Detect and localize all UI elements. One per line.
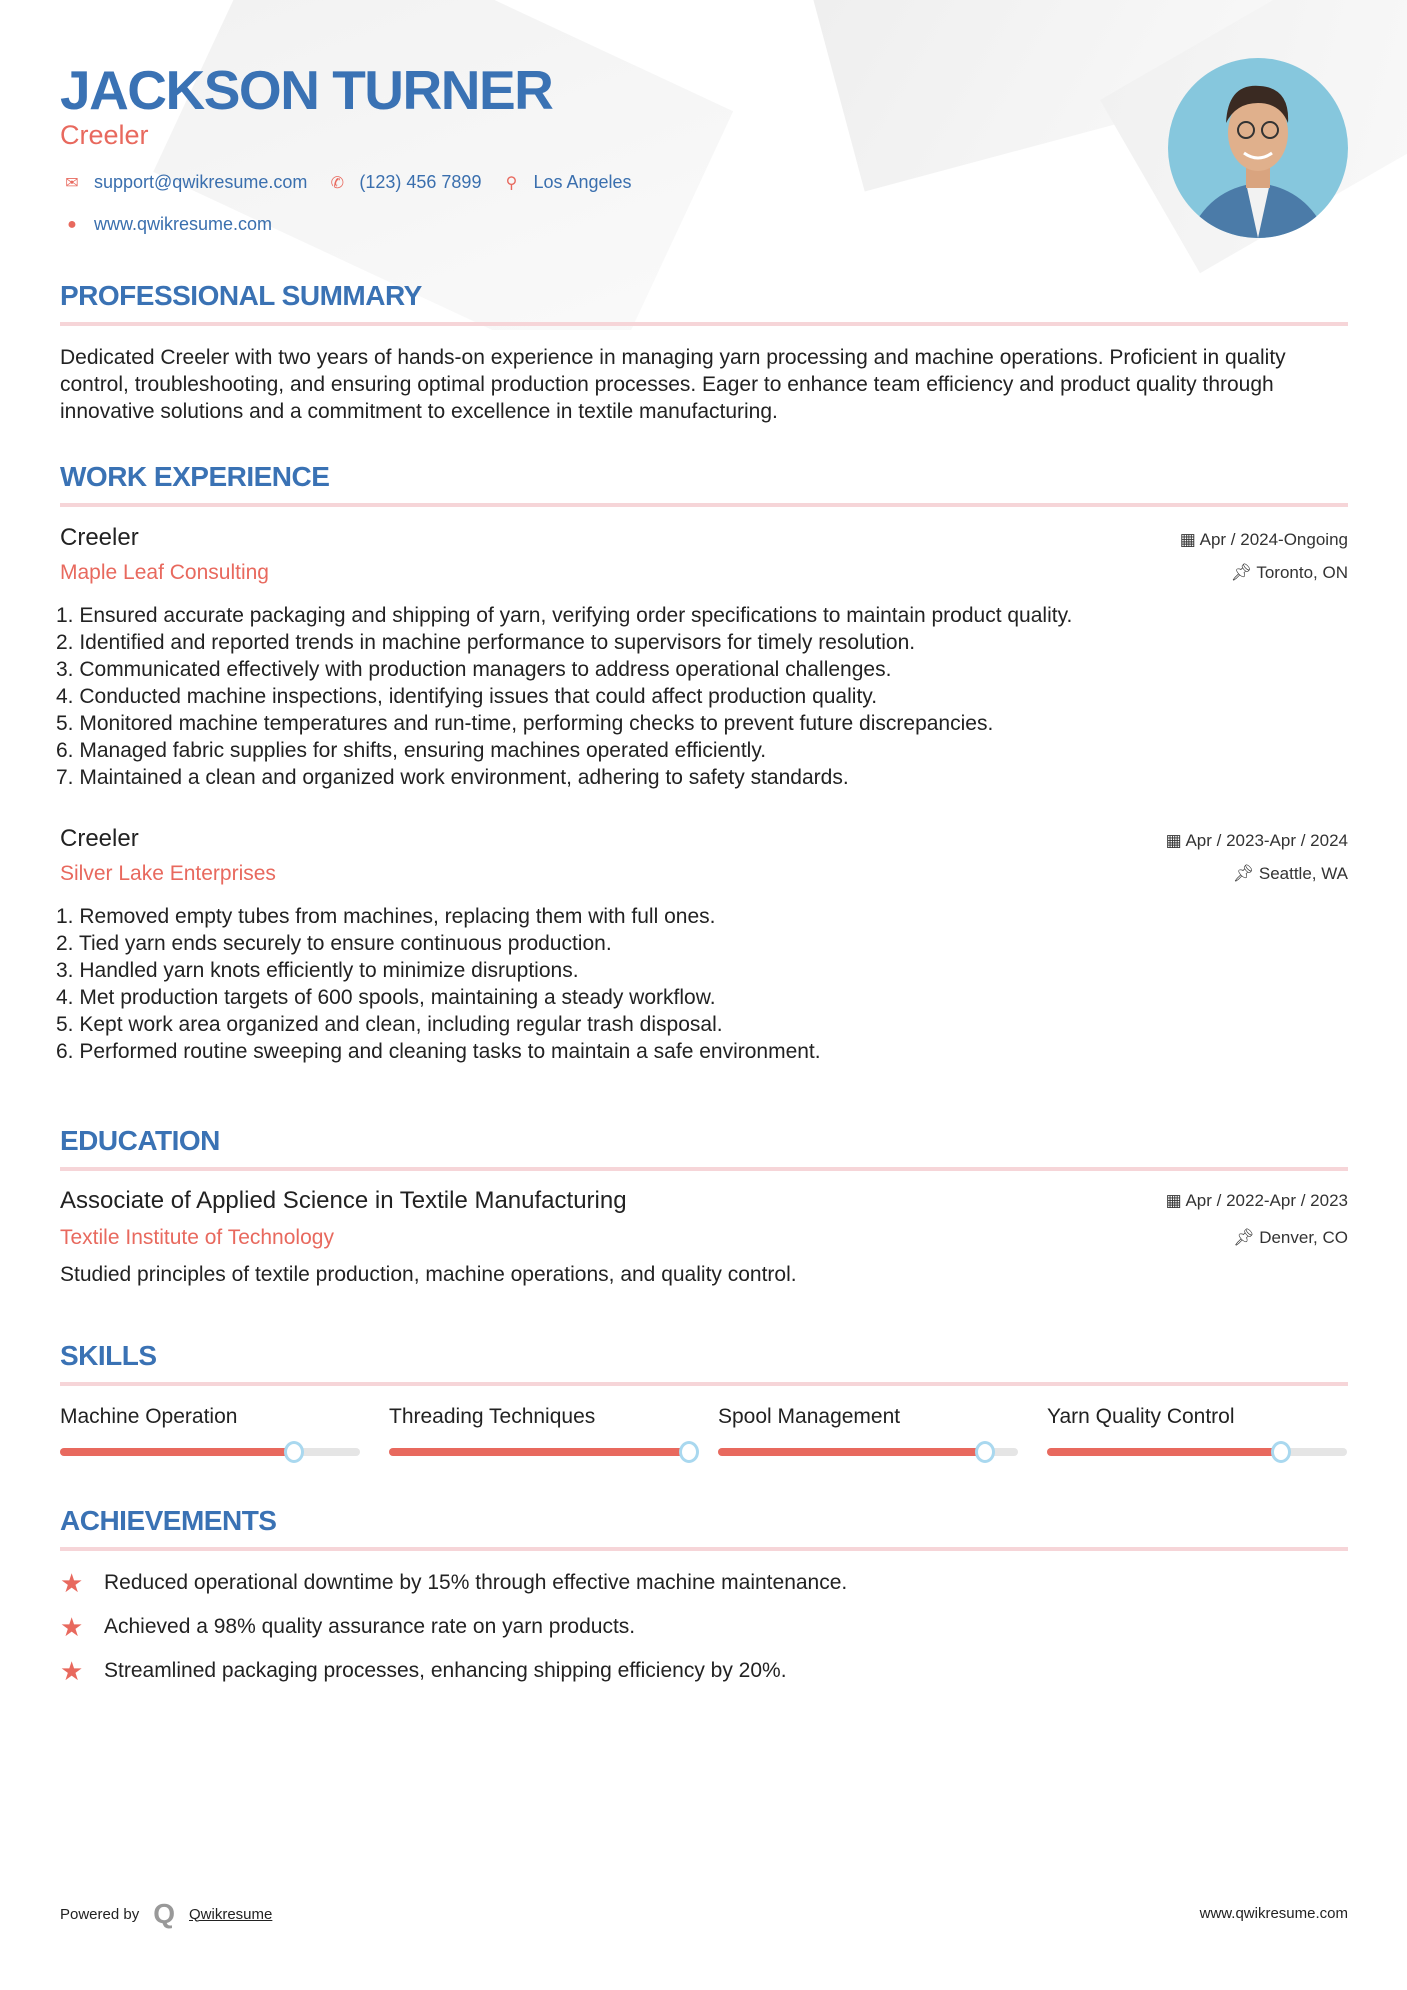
dates-text: Apr / 2022-Apr / 2023 [1185,1191,1348,1210]
skill-slider-knob [284,1441,304,1463]
star-icon: ★ [60,1567,84,1598]
skill-bar-fill [60,1448,294,1456]
skill-bar [1047,1448,1347,1456]
phone-icon: ✆ [330,174,345,192]
pin-icon: 📌︎ [1230,563,1257,582]
phone-text[interactable]: (123) 456 7899 [359,172,482,192]
section-heading: ACHIEVEMENTS [60,1505,277,1536]
list-item: 2. Identified and reported trends in machine performance to supervisors for timely resolution. [56,631,916,654]
list-item: 6. Managed fabric supplies for shifts, ensuring machines operated efficiently. [56,739,767,762]
list-item: 6. Performed routine sweeping and cleaning tasks to maintain a safe environment. [56,1040,821,1063]
footer-website[interactable]: www.qwikresume.com [1199,1905,1348,1922]
list-item: 3. Handled yarn knots efficiently to minimize disruptions. [56,959,579,982]
skill-slider-knob [1271,1441,1291,1463]
section-divider [60,322,1348,326]
skill-name: Threading Techniques [389,1405,596,1428]
section-divider [60,1167,1348,1171]
skill-bar-fill [718,1448,985,1456]
job-bullets [56,903,821,1065]
job-location [1233,864,1348,884]
brand-link[interactable]: Qwikresume [189,1905,273,1923]
qwikresume-logo-icon: Q [153,1898,175,1929]
job-title: Creeler [60,524,139,551]
location-text: Seattle, WA [1258,864,1348,883]
section-heading: PROFESSIONAL SUMMARY [60,280,422,311]
list-item: 4. Met production targets of 600 spools, maintaining a steady workflow. [56,986,716,1009]
degree-title: Associate of Applied Science in Textile Manufacturing [60,1187,627,1214]
globe-icon: ● [67,215,77,233]
pin-icon: 📌︎ [1232,864,1259,883]
skill-slider-knob [679,1441,699,1463]
website-row [60,214,272,235]
job-location [1230,563,1348,583]
company-name: Maple Leaf Consulting [60,561,269,584]
experience-section [60,461,1348,507]
calendar-icon: ▦ [1165,831,1186,850]
skills-section [60,1340,1348,1386]
skill-name: Machine Operation [60,1405,238,1428]
candidate-title: Creeler [60,120,149,150]
dates-text: Apr / 2024-Ongoing [1199,530,1348,549]
job-title: Creeler [60,825,139,852]
section-heading: EDUCATION [60,1125,220,1156]
skill-bar [389,1448,689,1456]
section-divider [60,1382,1348,1386]
candidate-name: JACKSON TURNER [60,59,553,121]
achievement-item [60,1561,847,1605]
skill-name: Spool Management [718,1405,901,1428]
list-item: 4. Conducted machine inspections, identifying issues that could affect production quality. [56,685,878,708]
list-item: 5. Kept work area organized and clean, including regular trash disposal. [56,1013,723,1036]
achievement-item [60,1649,847,1693]
achievement-item [60,1605,847,1649]
calendar-icon: ▦ [1179,530,1200,549]
location-text: Toronto, ON [1256,563,1348,582]
website-link[interactable]: www.qwikresume.com [94,214,273,234]
job-dates [1180,530,1348,550]
section-divider [60,1547,1348,1551]
job-dates [1166,831,1348,851]
education-dates [1166,1191,1348,1211]
achievement-text: Reduced operational downtime by 15% through effective machine maintenance. [104,1571,848,1594]
achievement-text: Streamlined packaging processes, enhancing shipping efficiency by 20%. [104,1659,787,1682]
section-divider [60,503,1348,507]
location-text: Los Angeles [533,172,632,192]
location-pin-icon: ⚲ [505,174,518,192]
list-item: 1. Ensured accurate packaging and shipping of yarn, verifying order specifications to maintain product quality. [56,604,1073,627]
section-heading: SKILLS [60,1340,157,1371]
achievement-text: Achieved a 98% quality assurance rate on yarn products. [104,1615,636,1638]
skill-bar-fill [389,1448,689,1456]
education-location [1233,1228,1348,1248]
skill-name: Yarn Quality Control [1047,1405,1235,1428]
skill-bar-fill [1047,1448,1281,1456]
section-heading: WORK EXPERIENCE [60,461,330,492]
list-item: 1. Removed empty tubes from machines, replacing them with full ones. [56,905,716,928]
school-name: Textile Institute of Technology [60,1226,334,1249]
skill-slider-knob [975,1441,995,1463]
list-item: 3. Communicated effectively with production managers to address operational challenges. [56,658,892,681]
summary-section [60,280,1348,425]
company-name: Silver Lake Enterprises [60,862,276,885]
education-description: Studied principles of textile production, machine operations, and quality control. [60,1263,797,1286]
achievements-section [60,1505,1348,1551]
skill-bar [60,1448,360,1456]
star-icon: ★ [60,1611,84,1642]
email-icon: ✉ [65,174,79,192]
pin-icon: 📌︎ [1232,1228,1260,1247]
email-link[interactable]: support@qwikresume.com [94,172,308,192]
skill-bar [718,1448,1018,1456]
summary-text: Dedicated Creeler with two years of hands-on experience in managing yarn processing and machine operations. Proficient in quality control, troubleshooting, and ensuring optimal production processes. Eager to enhance team efficiency and product quality through innovative solutions and a commitment to excellence in textile manufacturing. [60,346,1286,423]
location-text: Denver, CO [1259,1228,1348,1247]
powered-by-text: Powered by [60,1905,140,1923]
contact-row [60,172,632,193]
dates-text: Apr / 2023-Apr / 2024 [1185,831,1348,850]
list-item: 7. Maintained a clean and organized work environment, adhering to safety standards. [56,766,849,789]
list-item: 5. Monitored machine temperatures and run-time, performing checks to prevent future discrepancies. [56,712,994,735]
profile-photo [1168,58,1348,238]
education-section [60,1125,1348,1171]
list-item: 2. Tied yarn ends securely to ensure continuous production. [56,932,612,955]
calendar-icon: ▦ [1165,1191,1186,1210]
footer-powered [60,1898,272,1930]
job-bullets [56,602,1072,791]
star-icon: ★ [60,1655,84,1686]
